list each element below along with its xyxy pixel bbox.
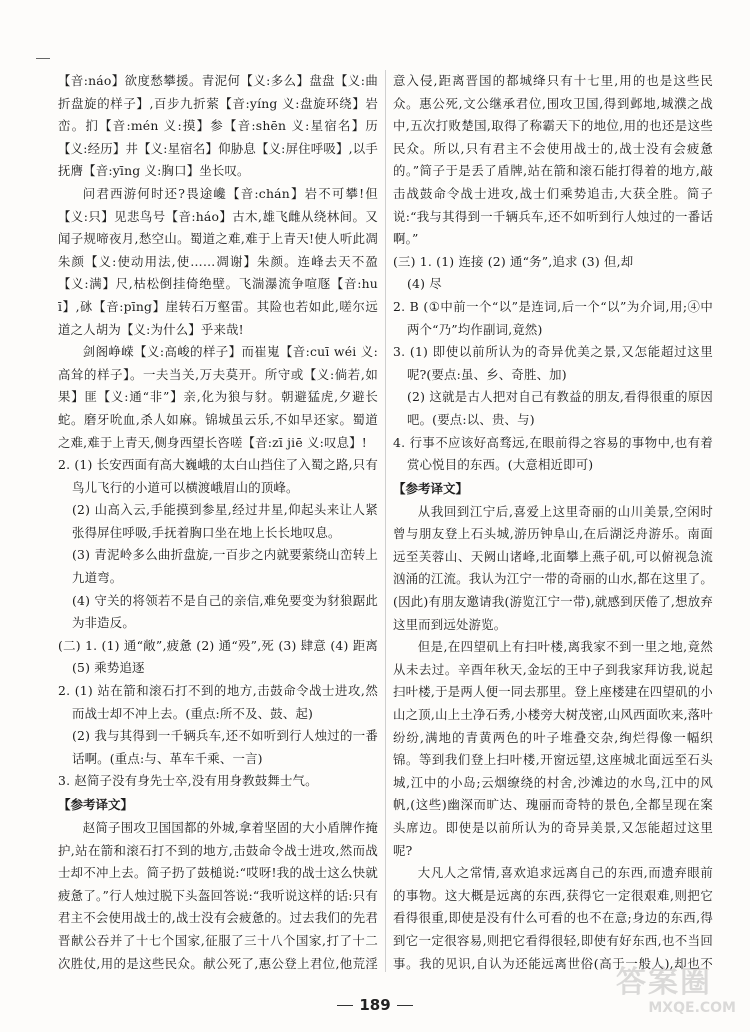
watermark-logo [616,966,736,1024]
text-paragraph: 【音:náo】欲度愁攀援。青泥何【义:多么】盘盘【义:曲折盘旋的样子】,百步九折萦【音:yíng 义:盘旋环绕】岩峦。扪【音:mén 义:摸】参【音:shēn 义:星宿名】历【义:经历】井【义:星宿名】仰胁息【义:屏住呼吸】,以手抚膺【音:yīng 义:胸口】坐长叹。 [58,73,378,179]
right-column [393,70,713,977]
text-paragraph: (二) 1. (1) 通“敞”,疲惫 (2) 通“殁”,死 (3) 肆意 (4) 距离 (5) 乘势追逐 [58,637,378,676]
watermark-title: 答案圈 [616,965,712,1000]
text-paragraph: 3. 赵简子没有身先士卒,没有用身教鼓舞士气。 [58,773,318,789]
text-paragraph: 2. (1) 长安西面有高大巍峨的太白山挡住了入蜀之路,只有鸟儿飞行的小道可以横渡峨眉山的顶峰。 [58,457,378,495]
text-paragraph: 从我回到江宁后,喜爱上这里奇丽的山川美景,空闲时曾与朋友登上石头城,游历钟阜山,在后湖泛舟游乐。南面远至芙蓉山、天阙山诸峰,北面攀上燕子矶,可以俯视急流汹涌的江流。我认为江宁一带的奇丽的山水,都在这里了。(因此)有朋友邀请我(游览江宁一带),就感到厌倦了,想放弃这里而到远处游览。 [393,503,713,632]
text-paragraph: 4. 行事不应该好高骛远,在眼前得之容易的事物中,也有着赏心悦目的东西。(大意相近即可) [393,434,713,473]
text-paragraph: 大凡人之常情,喜欢追求远离自己的东西,而遗弃眼前的事物。这大概是远离的东西,获得它一定很艰难,则把它看得很重,即使是没有什么可看的也不在意;身边的东西,得到它一定很容易,则把它看得很轻,即使有好东西,也不当回事。我的见识,自认为还能远离世俗(高于一般人),却也不 [393,865,713,971]
text-paragraph: 2. (1) 站在箭和滚石打不到的地方,击鼓命令战士进攻,然而战士却不冲上去。(重点:所不及、鼓、起) [58,683,378,721]
text-paragraph: 剑阁峥嵘【义:高峻的样子】而崔嵬【音:cuī wéi 义:高耸的样子】。一夫当关,万夫莫开。所守或【义:倘若,如果】匪【义:通“非”】亲,化为狼与豺。朝避猛虎,夕避长蛇。磨牙吮血,杀人如麻。锦城虽云乐,不如早还家。蜀道之难,难于上青天,侧身西望长咨嗟【音:zī jiē 义:叹息】! [58,344,378,450]
text-paragraph: (2) 这就是古人把对自己有教益的朋友,看得很重的原因吧。(要点:以、贵、与) [407,389,713,427]
text-paragraph: 赵简子围攻卫国国都的外城,拿着坚固的大小盾牌作掩护,站在箭和滚石打不到的地方,击鼓命令战士进攻,然而战士却不冲上去。简子扔了鼓槌说:“哎呀!我的战士这么快就疲惫了。”行人烛过脱下头盔回答说:“我听说这样的话:只有君主不会使用战士的,战士没有会疲惫的。过去我们的先君晋献公吞并了十七个国家,征服了三十八个国家,打了十二次胜仗,用的是这些民众。献公死了,惠公登上君位,他荒淫 [58,820,378,971]
text-paragraph: (2) 山高入云,手能摸到参星,经过井星,仰起头来让人紧张得屏住呼吸,手抚着胸口坐在地上长长地叹息。 [72,502,378,540]
text-paragraph: 2. B (①中前一个“以”是连词,后一个“以”为介词,用;④中两个“乃”均作副词,竟然) [393,298,713,337]
top-margin-mark [36,58,50,59]
text-paragraph: 意入侵,距离晋国的都城绛只有十七里,用的也是这些民众。惠公死,文公继承君位,围攻卫国,得到邺地,城濮之战中,五次打败楚国,取得了称霸天下的地位,用的也还是这些民众。所以,只有君主不会使用战士的,战士没有会疲惫的。”简子于是丢了盾牌,站在箭和滚石能打得着的地方,敲击战鼓命令战士进攻,战士们乘势追击,大获全胜。简子说:“我与其得到一千辆兵车,还不如听到行人烛过的一番话啊。” [393,73,713,247]
left-column [58,70,378,977]
text-paragraph: (三) 1. (1) 连接 (2) 通“务”,追求 (3) 但,却 [393,253,634,269]
text-paragraph: (4) 守关的将领若不是自己的亲信,难免要变为豺狼踞此为非造反。 [72,592,378,631]
reference-translation-heading: 【参考译文】 [393,480,469,496]
text-paragraph: (4) 尽 [407,276,442,292]
text-paragraph: 问君西游何时还?畏途巉【音:chán】岩不可攀!但【义:只】见悲鸟号【音:háo】古木,雄飞雌从绕林间。又闻子规啼夜月,愁空山。蜀道之难,难于上青天!使人听此凋朱颜【义:使动用法,使……凋谢】朱颜。连峰去天不盈【义:满】尺,枯松倒挂倚绝壁。飞湍瀑流争喧豗【音:huī】,砯【音:pīng】崖转石万壑雷。其险也若如此,嗟尔远道之人胡为【义:为什么】乎来哉! [58,185,378,337]
text-paragraph: (3) 青泥岭多么曲折盘旋,一百步之内就要萦绕山峦转上九道弯。 [72,547,378,586]
page-number: 189 [359,996,391,1014]
text-paragraph: 3. (1) 即使以前所认为的奇异优美之景,又怎能超过这里呢?(要点:虽、乡、奇胜、加) [393,344,713,382]
reference-translation-heading: 【参考译文】 [58,797,134,812]
text-paragraph: (2) 我与其得到一千辆兵车,还不如听到行人烛过的一番话啊。(重点:与、革车千乘、一言) [72,728,378,766]
dash-left [337,1005,353,1006]
dash-right [397,1005,413,1006]
text-paragraph: 但是,在四望矶上有扫叶楼,离我家不到一里之地,竟然从未去过。辛酉年秋天,金坛的王中子到我家拜访我,说起扫叶楼,于是两人便一同去那里。登上座楼建在四望矶的小山之顶,山上土净石秀,小楼旁大树茂密,山风西面吹来,落叶纷纷,满地的青黄两色的叶子堆叠交杂,绚烂得像一幅织锦。等到我们登上扫叶楼,开窗远望,这座城北面远至石头城,江中的小岛;云烟缭绕的村舍,沙滩边的水鸟,江中的风帆,(这些)幽深而旷达、瑰丽而奇特的景色,全都呈现在案头席边。即使是以前所认为的奇异美景,又怎能超过这里呢? [393,639,713,858]
column-divider [385,70,386,972]
watermark-url: MXQE.COM [648,1000,736,1016]
